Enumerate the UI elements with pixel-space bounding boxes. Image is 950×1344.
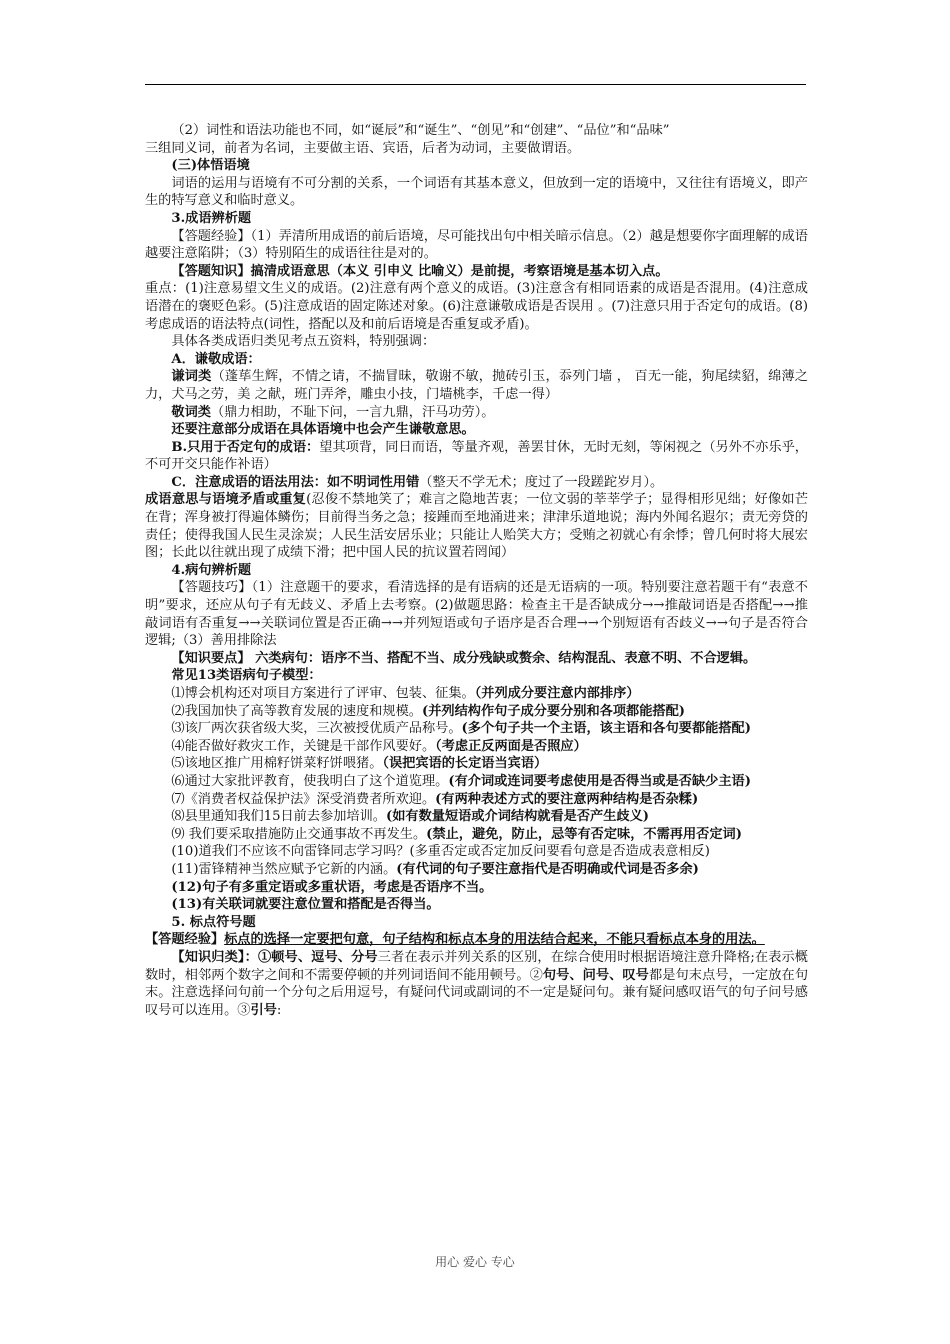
note: （并列成分要注意内部排序） <box>474 686 640 701</box>
text: ⑴博会机构还对项目方案进行了评审、包装、征集。 <box>171 686 475 701</box>
note: (有代词的句子要注意指代是否明确或代词是否多余) <box>396 861 699 877</box>
paragraph <box>145 650 808 668</box>
note: (多个句子共一个主语，该主语和各句要都能搭配) <box>461 721 751 737</box>
paragraph: 重点：(1)注意易望文生义的成语。(2)注意有两个意义的成语。(3)注意含有相同语素的成语是否混用。(4)注意成语潜在的褒贬色彩。(5)注意成语的固定陈述对象。(6)注意谦敬成语是否误用 。(7)注意只用于否定句的成语。(8)考虑成语的语法特点(词性，搭配以及和前后语境是否重复或矛盾)。 <box>145 281 808 332</box>
note: (有两种表述方式的要注意两种结构是否杂糅) <box>435 791 699 807</box>
label: 【答题知识】 <box>171 263 251 279</box>
list-item <box>145 808 808 826</box>
paragraph: 还要注意部分成语在具体语境中也会产生谦敬意思。 <box>171 422 475 438</box>
paragraph <box>145 368 808 403</box>
subheading: A．谦敬成语： <box>171 351 261 367</box>
text: ⑼ 我们要采取措施防止交通事故不再发生。 <box>171 826 427 842</box>
section-heading: 4.病句辨析题 <box>171 562 252 578</box>
emphasis: 语序不当、搭配不当、成分残缺或赘余、结构混乱、表意不明、不合逻辑。 <box>321 650 757 666</box>
note: (禁止，避免，防止，忌等有否定味，不需再用否定词) <box>426 826 742 842</box>
document-body <box>145 122 808 1019</box>
page-footer: 用心 爱心 专心 <box>435 1255 515 1269</box>
text: ⑷能否做好救灾工作，关键是干部作风要好。 <box>171 738 436 754</box>
list-item <box>145 685 808 703</box>
list-item: (13)有关联词就要注意位置和搭配是否得当。 <box>171 897 440 913</box>
list-item <box>145 773 808 791</box>
label: 谦词类 <box>171 369 212 385</box>
text: (忍俊不禁地笑了；难言之隐地苦衷；一位文弱的莘莘学子；显得相形见绌；好像如芒在背；浑身被打得遍体鳞伤；目前得当务之急；接踵而至地涌进来；津津乐道地说；海内外闻名遐尔；责无旁贷的责任；使得我国人民生灵涂炭；人民生活安居乐业；只能让人贻笑大方；受贿之初就心有余悸；曾几何时将大展宏图；长此以往就出现了成绩下滑；把中国人民的抗议置若罔闻） <box>145 492 808 561</box>
note: (并列结构作句子成分要分别和各项都能搭配) <box>421 703 685 719</box>
label: 【答题经验】 <box>145 932 225 948</box>
text: ⑺《消费者权益保护法》深受消费者所欢迎。 <box>171 791 436 807</box>
text: （整天不学无术；度过了一段蹉跎岁月）。 <box>419 474 664 490</box>
note: （考虑正反两面是否照应） <box>435 738 587 754</box>
text: (11)雷锋精神当然应赋予它新的内涵。 <box>171 861 397 877</box>
text: 都是句末点号，一定放在句末。注意选择问句前一个分句之后用逗号，有疑问代词或副词的不一定是疑问句。兼有疑问感叹语气的句子问号感叹号可以连用。③ <box>145 967 809 1018</box>
subheading: 常见13类语病句子模型： <box>171 668 322 684</box>
paragraph <box>145 949 808 1019</box>
section-heading: 5. 标点符号题 <box>171 914 256 930</box>
section-heading: 3.成语辨析题 <box>171 210 252 226</box>
note: (如有数量短语或介词结构就看是否产生歧义) <box>385 809 650 825</box>
text: ⑶该厂两次获省级大奖，三次被授优质产品称号。 <box>171 721 462 737</box>
paragraph <box>145 439 808 474</box>
paragraph <box>145 491 808 561</box>
paragraph: （2）词性和语法功能也不同，如“诞辰”和“诞生”、“创见”和“创建”、“品位”和“品味” <box>171 123 670 138</box>
keyword: 引号 <box>250 1002 277 1018</box>
note: （误把宾语的长定语当宾语） <box>382 756 548 772</box>
list-item <box>145 755 808 773</box>
paragraph: 具体各类成语归类见考点五资料，特别强调： <box>171 334 436 350</box>
list-item <box>145 791 808 809</box>
list-item: (12)句子有多重定语或多重状语，考虑是否语序不当。 <box>171 879 493 895</box>
note: (有介词或连词要考虑使用是否得当或是否缺少主语) <box>448 773 751 789</box>
keyword: 句号、问号、叹号 <box>542 967 649 983</box>
list-item <box>145 861 808 879</box>
emphasis: 搞清成语意思（本义 引申义 比喻义）是前提，考察语境是基本切入点。 <box>250 263 669 279</box>
list-item <box>145 703 808 721</box>
paragraph <box>145 404 808 422</box>
text: ⑵我国加快了高等教育发展的速度和规模。 <box>171 703 422 719</box>
text: 三者在表示并列关系的区别，在综合使用时根据语境注意升降格;在表示概数时，相邻两个数字之间和不需要停顿的并列词语间不能用顿号。② <box>145 949 808 983</box>
list-item: (10)道我们不应该不向雷锋同志学习吗？(多重否定或否定加反问要看句意是否造成表意相反) <box>171 844 710 860</box>
keyword: 顿号、逗号、分号 <box>271 949 378 965</box>
text: ⑹通过大家批评教育，使我明白了这个道览理。 <box>171 773 449 789</box>
text: （鼎力相助，不耻下问，一言九鼎，汗马功劳）。 <box>210 404 495 420</box>
list-item <box>145 826 808 844</box>
paragraph <box>145 474 808 492</box>
paragraph: 三组同义词，前者为名词，主要做主语、宾语，后者为动词，主要做谓语。 <box>145 140 581 156</box>
text: ⑸该地区推广用棉籽饼菜籽饼喂猪。 <box>171 756 383 772</box>
paragraph: 词语的运用与语境有不可分割的关系，一个词语有其基本意义，但放到一定的语境中，又往往有语境义，即产生的特写意义和临时意义。 <box>145 175 808 209</box>
list-item <box>145 738 808 756</box>
paragraph: 【答题技巧】（1）注意题干的要求，看清选择的是有语病的还是无语病的一项。特别要注意若题干有“表意不明”要求，还应从句子有无歧义、矛盾上去考察。(2)做题思路：检查主干是否缺成分→→推敲词语是否搭配→→推敲词语有否重复→→关联词位置是否正确→→并列短语或句子语序是否合理→→个别短语有否歧义→→句子是否符合逻辑;（3）善用排除法 <box>145 580 808 649</box>
label: 敬词类 <box>171 404 211 420</box>
text: ⑻县里通知我们15日前去参加培训。 <box>171 809 386 825</box>
label: 【知识归类】：① <box>171 949 272 965</box>
text: : <box>276 1002 282 1018</box>
label: C．注意成语的语法用法：如不明词性用错 <box>171 474 420 490</box>
paragraph <box>145 931 808 949</box>
emphasis: 标点的选择一定要把句意，句子结构和标点本身的用法结合起来，不能只看标点本身的用法。 <box>224 932 765 948</box>
header-rule <box>145 84 806 85</box>
label: B.只用于否定句的成语： <box>171 439 320 455</box>
list-item <box>145 720 808 738</box>
paragraph: 【答题经验】（1）弄清所用成语的前后语境，尽可能找出句中相关暗示信息。（2）越是想要你字面理解的成语越要注意陷阱；（3）特别陌生的成语往往是对的。 <box>145 228 808 262</box>
text: 望其项背，同日而语，等量齐观，善罢甘休，无时无刻，等闲视之（另外不亦乐乎，不可开交只能作补语） <box>145 439 808 473</box>
section-heading: (三)体悟语境 <box>171 158 250 174</box>
paragraph <box>145 263 808 281</box>
label: 成语意思与语境矛盾或重复 <box>145 492 307 508</box>
label: 【知识要点】 六类病句： <box>171 650 322 666</box>
text: （蓬荜生辉，不情之请，不揣冒昧，敬谢不敏，抛砖引玉，忝列门墙 ， 百无一能，狗尾续貂，绵薄之力，犬马之劳，美 之献，班门弄斧，雕虫小技，门墙桃李，千虑一得） <box>145 369 808 402</box>
